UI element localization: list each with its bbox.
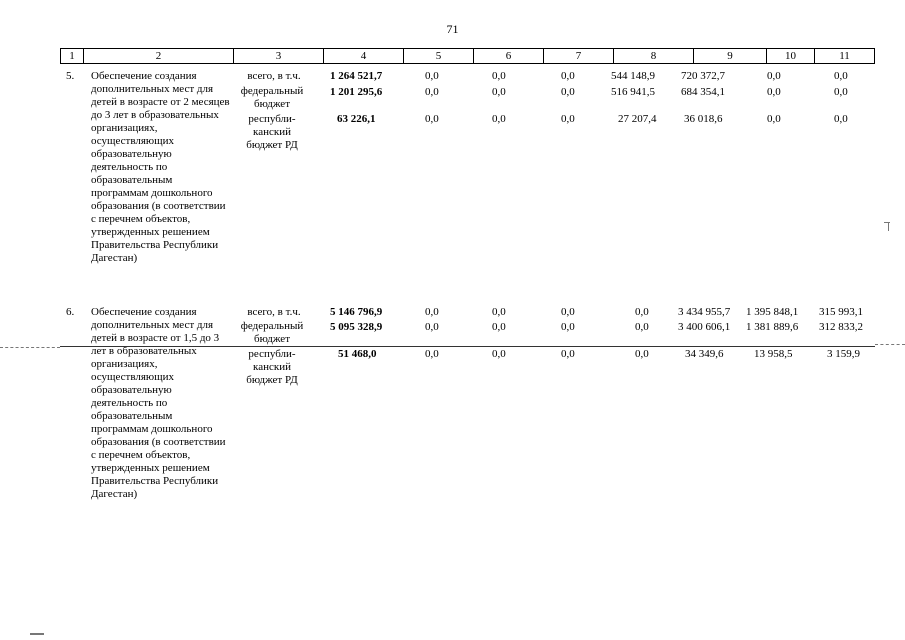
source-federal-label: федеральный бюджет (240, 320, 304, 345)
value-col-7: 0,0 (561, 70, 575, 82)
value-col-7: 0,0 (561, 113, 575, 125)
row-index: 5. (66, 70, 75, 82)
total-value: 63 226,1 (337, 113, 376, 125)
value-col-9: 3 400 606,1 (678, 321, 731, 333)
page-number: 71 (446, 22, 459, 36)
total-value: 51 468,0 (338, 348, 377, 360)
value-col-10: 0,0 (767, 113, 781, 125)
value-col-10: 0,0 (767, 70, 781, 82)
value-col-11: 315 993,1 (819, 306, 863, 318)
header-col-2: 2 (83, 49, 233, 63)
value-col-6: 0,0 (492, 70, 506, 82)
source-federal-label: федеральный бюджет (240, 85, 304, 110)
scan-speck (888, 223, 889, 231)
header-col-6: 6 (473, 49, 543, 63)
value-col-10: 1 395 848,1 (746, 306, 799, 318)
value-col-9: 684 354,1 (681, 86, 725, 98)
value-col-11: 3 159,9 (827, 348, 860, 360)
header-col-5: 5 (403, 49, 473, 63)
value-col-7: 0,0 (561, 348, 575, 360)
value-col-6: 0,0 (492, 348, 506, 360)
value-col-6: 0,0 (492, 306, 506, 318)
value-col-5: 0,0 (425, 113, 439, 125)
row-description: Обеспечение создания дополнительных мест для детей в возрасте от 2 месяцев до 3 лет в образовательных организациях, осуществляющих образовательную деятельность по образовательным программам дошкольного образования (в соответствии с перечнем объектов, утвержденных решением Правительства Республики Дагестан) (91, 70, 230, 264)
source-total-label: всего, в т.ч. (247, 70, 301, 82)
value-col-9: 3 434 955,7 (678, 306, 731, 318)
value-col-5: 0,0 (425, 306, 439, 318)
value-col-9: 720 372,7 (681, 70, 725, 82)
value-col-11: 312 833,2 (819, 321, 863, 333)
value-col-10: 1 381 889,6 (746, 321, 799, 333)
header-col-3: 3 (233, 49, 323, 63)
value-col-6: 0,0 (492, 113, 506, 125)
value-col-8: 0,0 (635, 348, 649, 360)
row-description: Обеспечение создания дополнительных мест для детей в возрасте от 1,5 до 3 лет в образовательных организациях, осуществляющих образовательную деятельность по образовательным программам дошкольного образования (в соответствии с перечнем объектов, утвержденных решением Правительства Республики Дагестан) (91, 306, 226, 500)
header-col-9: 9 (693, 49, 766, 63)
header-col-8: 8 (613, 49, 693, 63)
header-col-7: 7 (543, 49, 613, 63)
value-col-11: 0,0 (834, 113, 848, 125)
scan-rule (60, 346, 875, 347)
value-col-6: 0,0 (492, 321, 506, 333)
header-col-11: 11 (814, 49, 874, 63)
header-col-1: 1 (69, 50, 75, 62)
value-col-8: 0,0 (635, 306, 649, 318)
value-col-5: 0,0 (425, 321, 439, 333)
value-col-10: 0,0 (767, 86, 781, 98)
value-col-5: 0,0 (425, 70, 439, 82)
value-col-8: 544 148,9 (611, 70, 655, 82)
value-col-6: 0,0 (492, 86, 506, 98)
value-col-7: 0,0 (561, 306, 575, 318)
value-col-7: 0,0 (561, 321, 575, 333)
value-col-5: 0,0 (425, 86, 439, 98)
scan-rule-left (0, 347, 60, 348)
total-value: 5 095 328,9 (330, 321, 383, 333)
value-col-11: 0,0 (834, 70, 848, 82)
value-col-8: 27 207,4 (618, 113, 657, 125)
source-total-label: всего, в т.ч. (247, 306, 301, 318)
row-index: 6. (66, 306, 75, 318)
total-value: 1 201 295,6 (330, 86, 383, 98)
scan-speck (30, 633, 44, 635)
source-regional-label: республи-канский бюджет РД (246, 113, 298, 151)
total-value: 5 146 796,9 (330, 306, 383, 318)
header-col-10: 10 (766, 49, 814, 63)
header-col-4: 4 (323, 49, 403, 63)
value-col-10: 13 958,5 (754, 348, 793, 360)
value-col-9: 36 018,6 (684, 113, 723, 125)
source-regional-label: республи-канский бюджет РД (246, 348, 298, 386)
scan-rule-right (875, 344, 905, 345)
table-header-row (60, 48, 875, 64)
value-col-5: 0,0 (425, 348, 439, 360)
value-col-7: 0,0 (561, 86, 575, 98)
value-col-11: 0,0 (834, 86, 848, 98)
value-col-9: 34 349,6 (685, 348, 724, 360)
value-col-8: 516 941,5 (611, 86, 655, 98)
scan-speck (884, 222, 890, 223)
value-col-8: 0,0 (635, 321, 649, 333)
total-value: 1 264 521,7 (330, 70, 383, 82)
